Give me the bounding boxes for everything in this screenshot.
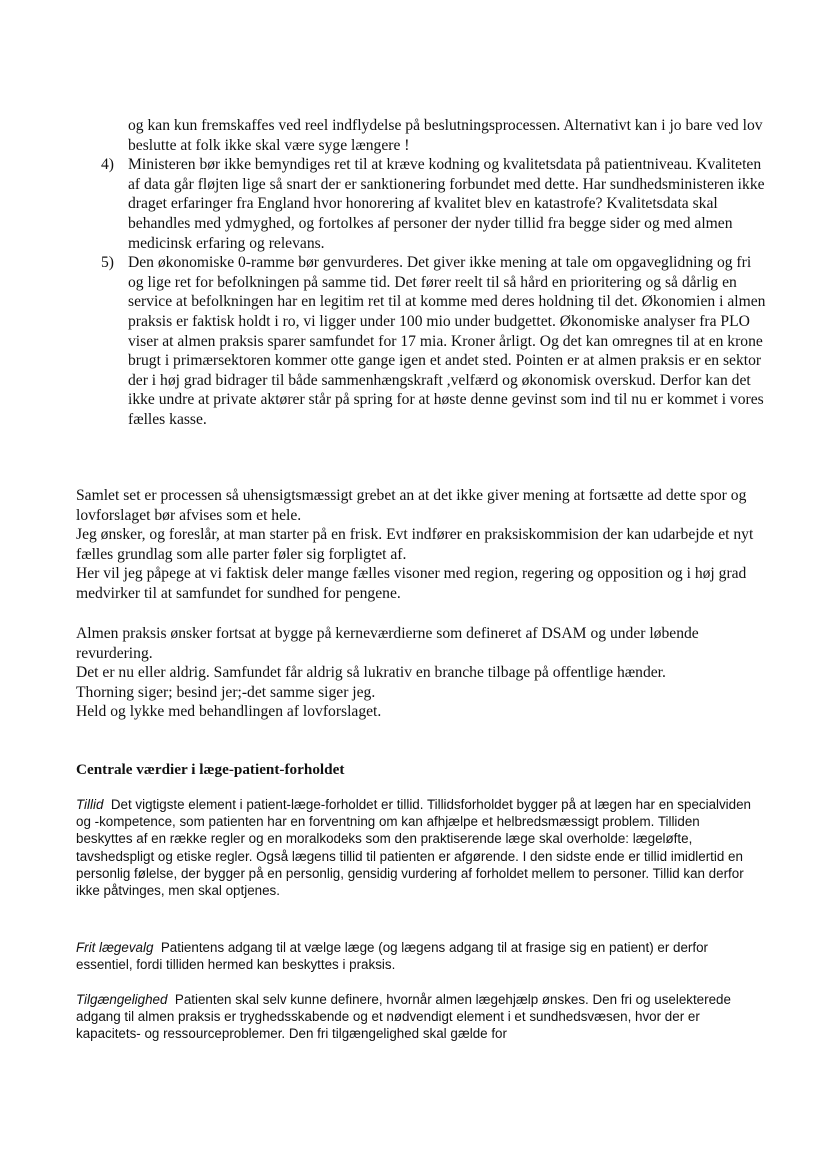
closing-block bbox=[76, 624, 766, 722]
value-term: Tillid bbox=[76, 797, 104, 812]
body-paragraph: Thorning siger; besind jer;-det samme siger jeg. bbox=[76, 683, 376, 701]
conclusion-block bbox=[76, 486, 766, 604]
list-item-text: Den økonomiske 0-ramme bør genvurderes. Det giver ikke mening at tale om opgaveglidning og fri og lige ret for befolkningen på samme tid. Det fører reelt til så hård en prioritering og så dårlig en service at befolkningen har en legitim ret til at komme med deres holdning til det. Økonomien i almen praksis er faktisk holdt i ro, vi ligger under 100 mio under budgettet. Økonomiske analyser fra PLO viser at almen praksis sparer samfundet for 17 mia. Kroner årligt. Og det kan omregnes til at en krone brugt i primærsektoren kommer otte gange igen et andet sted. Pointen er at almen praksis er en sektor der i høj grad bidrager til både sammenhængskraft ,velfærd og økonomisk overskud. Derfor kan det ikke undre at private aktører står på spring for at høste denne gevinst som ind til nu er kommet i vores fælles kasse. bbox=[128, 254, 766, 428]
section-heading: Centrale værdier i læge-patient-forholdet bbox=[76, 761, 345, 778]
body-paragraph: Samlet set er processen så uhensigtsmæssigt grebet an at det ikke giver mening at fortsætte ad dette spor og lovforslaget bør afvises som et hele. bbox=[76, 487, 747, 524]
numbered-list bbox=[76, 116, 766, 430]
list-item-number: 4) bbox=[101, 156, 114, 174]
value-entry-frit-laegevalg bbox=[76, 939, 756, 973]
list-item bbox=[76, 253, 766, 429]
value-text: Det vigtigste element i patient-læge-forholdet er tillid. Tillidsforholdet bygger på at lægen har en specialviden og -kompetence, som patienten har en forventning om kan afhjælpe et helbredsmæssigt problem. Tilliden beskyttes af en række regler og en moralkodeks som den praktiserende læge skal overholde: lægeløfte, tavshedspligt og etiske regler. Også lægens tillid til patienten er afgørende. I den sidste ende er tillid imidlertid en personlig følelse, der bygger på en personlig, gensidig vurdering af forholdet mellem to personer. Tillid kan derfor ikke påtvinges, men skal optjenes. bbox=[76, 797, 752, 899]
list-item-number: 5) bbox=[101, 254, 114, 272]
body-paragraph: Held og lykke med behandlingen af lovforslaget. bbox=[76, 703, 382, 721]
value-entry-tillid bbox=[76, 796, 756, 899]
value-text: Patientens adgang til at vælge læge (og lægens adgang til at frasige sig en patient) er derfor essentiel, fordi tilliden hermed kan beskyttes i praksis. bbox=[76, 940, 708, 973]
value-entry-tilgaengelighed bbox=[76, 991, 756, 1043]
list-item-text: og kan kun fremskaffes ved reel indflydelse på beslutningsprocessen. Alternativt kan i jo bare ved lov beslutte at folk ikke skal være syge længere ! bbox=[128, 117, 763, 154]
value-term: Tilgængelighed bbox=[76, 992, 168, 1007]
body-paragraph: Det er nu eller aldrig. Samfundet får aldrig så lukrativ en branche tilbage på offentlige hænder. bbox=[76, 664, 666, 682]
body-paragraph: Jeg ønsker, og foreslår, at man starter på en frisk. Evt indfører en praksiskommision der kan udarbejde et nyt fælles grundlag som alle parter føler sig forpligtet af. bbox=[76, 526, 754, 563]
value-term: Frit lægevalg bbox=[76, 940, 154, 955]
value-paragraph bbox=[76, 991, 756, 1043]
value-paragraph bbox=[76, 939, 756, 973]
list-item bbox=[76, 116, 766, 155]
body-paragraph: Her vil jeg påpege at vi faktisk deler mange fælles visoner med region, regering og opposition og i høj grad medvirker til at samfundet for sundhed for pengene. bbox=[76, 565, 747, 602]
list-item-text: Ministeren bør ikke bemyndiges ret til at kræve kodning og kvalitetsdata på patientniveau. Kvaliteten af data går fløjten lige så snart der er sanktionering forbundet med dette. Har sundhedsministeren ikke draget erfaringer fra England hvor honorering af kvalitet blev en katastrofe? Kvalitetsdata skal behandles med ydmyghed, og fortolkes af personer der nyder tillid fra begge sider og med almen medicinsk erfaring og relevans. bbox=[128, 156, 765, 252]
value-paragraph bbox=[76, 796, 756, 899]
body-paragraph: Almen praksis ønsker fortsat at bygge på kerneværdierne som defineret af DSAM og under løbende revurdering. bbox=[76, 625, 699, 662]
list-item bbox=[76, 155, 766, 253]
value-text: Patienten skal selv kunne definere, hvornår almen lægehjælp ønskes. Den fri og uselekterede adgang til almen praksis er tryghedsskabende og et nødvendigt element i et sundhedsvæsen, hvor der er kapacitets- og ressourceproblemer. Den fri tilgængelighed skal gælde for bbox=[76, 992, 731, 1042]
